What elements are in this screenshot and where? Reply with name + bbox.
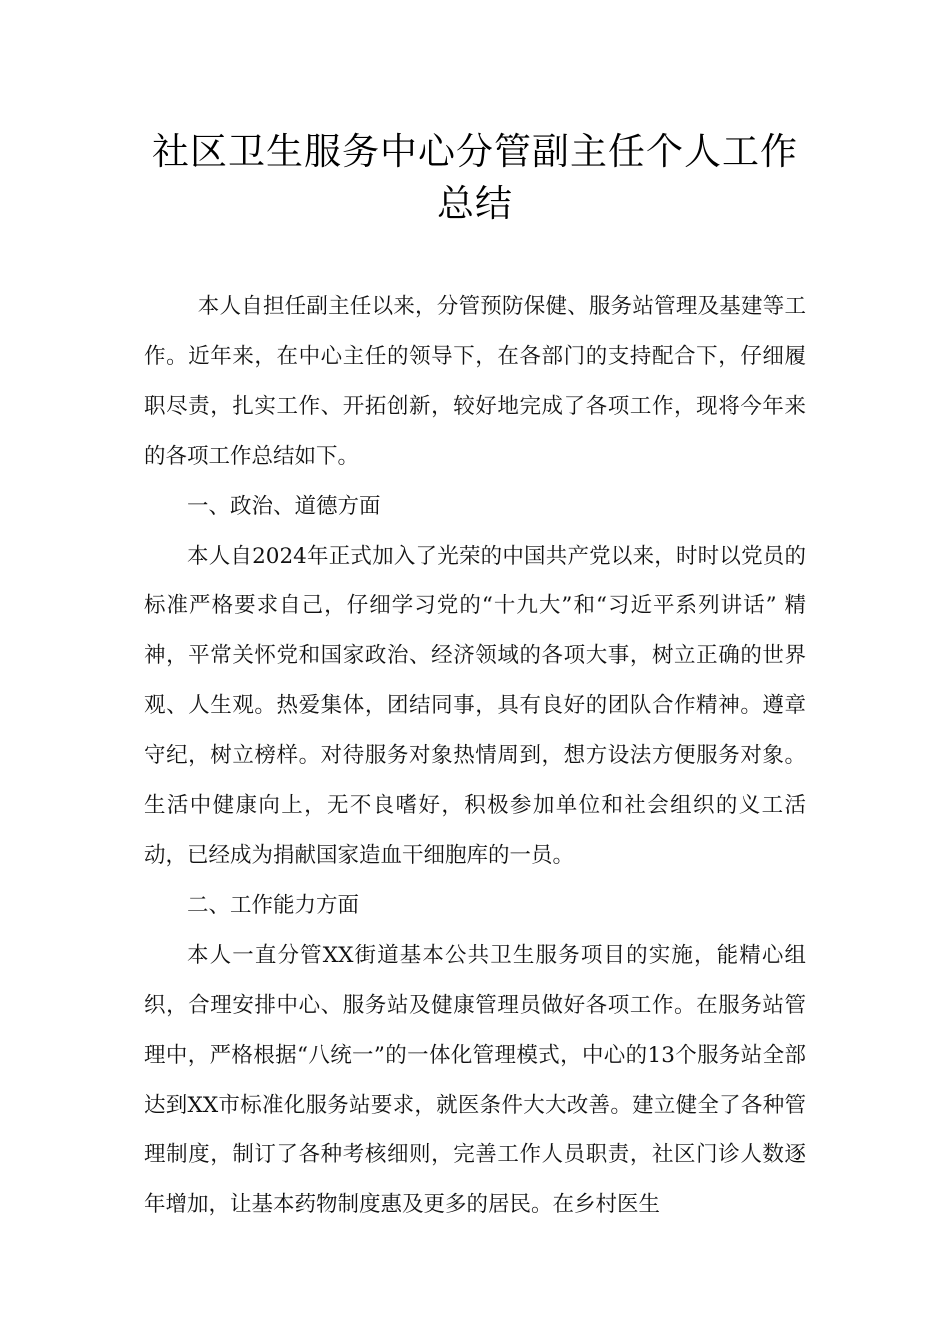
title-line-1: 社区卫生服务中心分管副主任个人工作 bbox=[152, 130, 798, 173]
political-paragraph: 本人自2024年正式加入了光荣的中国共产党以来，时时以党员的标准严格要求自己，仔细学习党的“十九大”和“习近平系列讲话” 精神，平常关怀党和国家政治、经济领域的各项大事，树立正确的世界观、人生观。热爱集体，团结同事，具有良好的团队合作精神。遵章守纪，树立榜样。对待服务对象热情周到，想方设法方便服务对象。生活中健康向上，无不良嗜好，积极参加单位和社会组织的义工活动，已经成为捐献国家造血干细胞库的一员。 bbox=[144, 543, 806, 868]
work-ability-paragraph: 本人一直分管XX街道基本公共卫生服务项目的实施，能精心组织，合理安排中心、服务站及健康管理员做好各项工作。在服务站管理中，严格根据“八统一”的一体化管理模式，中心的13个服务站全部达到XX市标准化服务站要求，就医条件大大改善。建立健全了各种管理制度，制订了各种考核细则，完善工作人员职责，社区门诊人数逐年增加，让基本药物制度惠及更多的居民。在乡村医生 bbox=[144, 942, 806, 1218]
intro-paragraph: 本人自担任副主任以来，分管预防保健、服务站管理及基建等工作。近年来，在中心主任的领导下，在各部门的支持配合下，仔细履职尽责，扎实工作、开拓创新，较好地完成了各项工作，现将今年来的各项工作总结如下。 bbox=[144, 294, 806, 469]
section-heading-work-ability: 二、工作能力方面 bbox=[187, 892, 360, 918]
document-body bbox=[144, 282, 806, 1230]
section-heading-political: 一、政治、道德方面 bbox=[187, 493, 381, 519]
title-line-2: 总结 bbox=[437, 182, 513, 225]
document-title bbox=[100, 126, 850, 230]
